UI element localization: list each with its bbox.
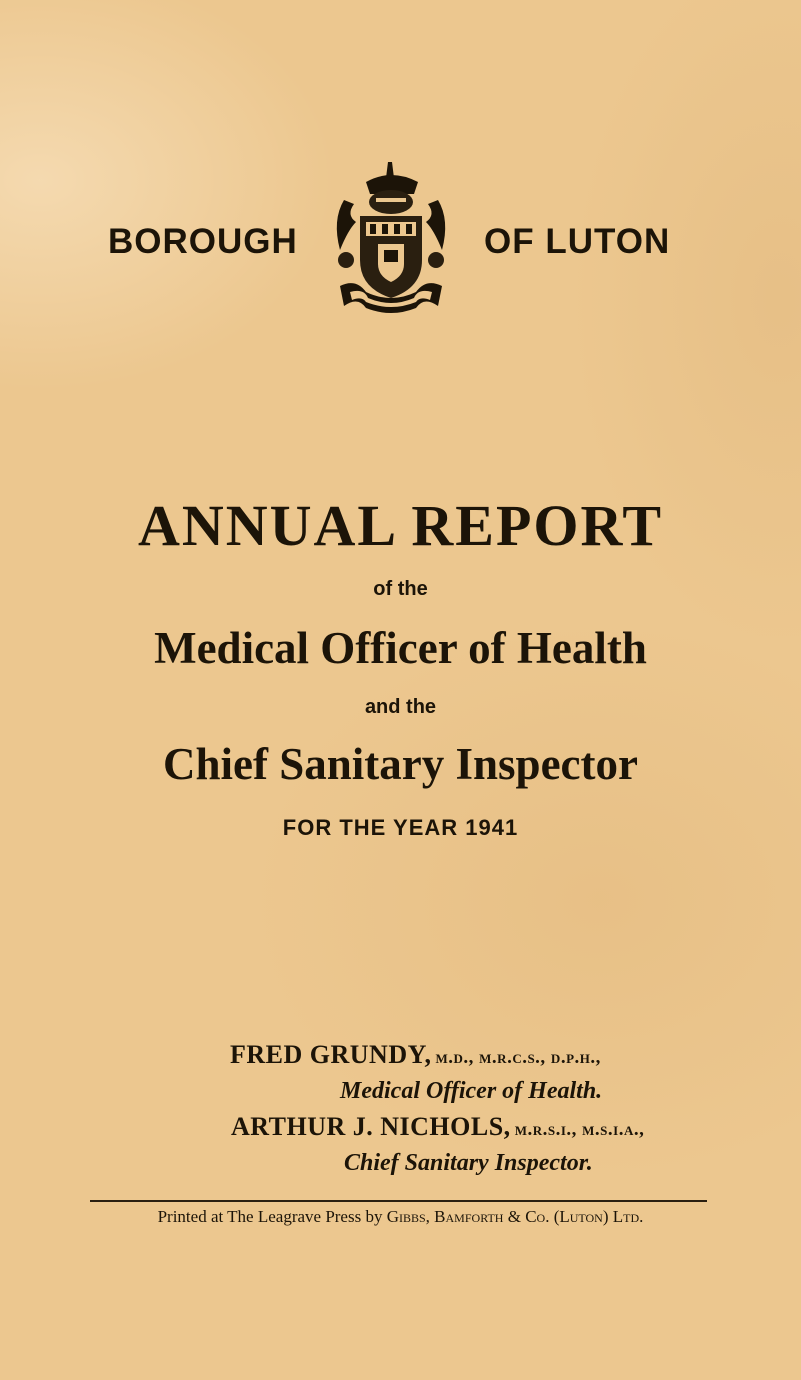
subtitle-of-the: of the	[373, 578, 428, 600]
header-borough: BOROUGH	[108, 222, 298, 261]
subtitle-chief-sanitary-inspector: Chief Sanitary Inspector	[163, 739, 638, 789]
officer-1-role: Medical Officer of Health.	[340, 1078, 603, 1104]
footer-divider	[90, 1200, 707, 1202]
report-title: ANNUAL REPORT	[137, 493, 664, 558]
header-of-luton: OF LUTON	[484, 222, 671, 261]
officer-2-name: ARTHUR J. NICHOLS,	[231, 1112, 511, 1141]
subtitle-medical-officer: Medical Officer of Health	[154, 623, 647, 673]
officer-1-row	[230, 1040, 601, 1070]
officer-2-row	[231, 1112, 644, 1142]
officer-2-qualifications: m.r.s.i., m.s.i.a.,	[514, 1119, 645, 1140]
printer-credit	[0, 1207, 801, 1227]
officer-1-name: FRED GRUNDY,	[230, 1040, 432, 1069]
officer-1-qualifications: m.d., m.r.c.s., d.p.h.,	[435, 1047, 601, 1068]
printer-credit-name: Gibbs, Bamforth & Co. (Luton) Ltd.	[386, 1207, 644, 1226]
subtitle-and-the: and the	[364, 696, 437, 718]
borough-crest-icon	[326, 160, 456, 320]
officer-2-role: Chief Sanitary Inspector.	[344, 1150, 593, 1176]
printer-credit-prefix: Printed at The Leagrave Press by	[157, 1207, 383, 1226]
report-year-line: FOR THE YEAR 1941	[282, 815, 519, 840]
